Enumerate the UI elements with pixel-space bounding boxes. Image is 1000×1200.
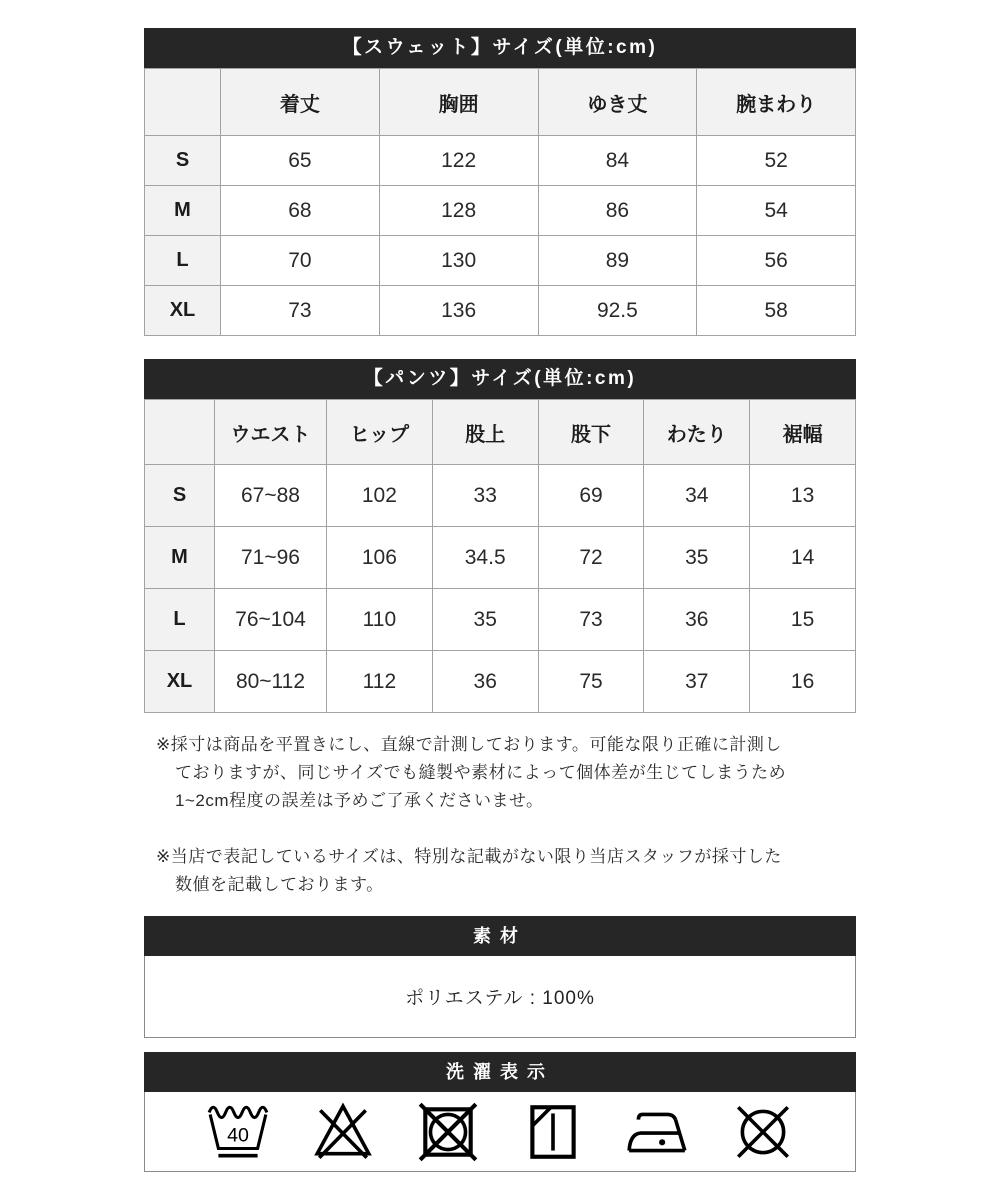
column-header-inseam: 股下: [538, 400, 644, 465]
iron-one-dot-icon: [625, 1099, 691, 1165]
table-row: [145, 136, 856, 186]
value-cell: 70: [221, 236, 380, 286]
value-cell: 73: [538, 589, 644, 651]
size-label: XL: [145, 286, 221, 336]
pants-table-title: 【パンツ】サイズ(単位:cm): [144, 359, 856, 399]
value-cell: 128: [379, 186, 538, 236]
size-label: M: [145, 527, 215, 589]
value-cell: 35: [644, 527, 750, 589]
pants-header-row: [145, 400, 856, 465]
wash-temp-label: 40: [226, 1123, 249, 1146]
value-cell: 69: [538, 465, 644, 527]
size-label: L: [145, 236, 221, 286]
value-cell: 89: [538, 236, 697, 286]
value-cell: 36: [644, 589, 750, 651]
laundry-section: [144, 1052, 856, 1172]
corner-cell: [145, 400, 215, 465]
value-cell: 102: [327, 465, 433, 527]
value-cell: 136: [379, 286, 538, 336]
value-cell: 71~96: [215, 527, 327, 589]
value-cell: 65: [221, 136, 380, 186]
size-label: S: [145, 136, 221, 186]
value-cell: 86: [538, 186, 697, 236]
value-cell: 58: [697, 286, 856, 336]
no-bleach-icon: [310, 1099, 376, 1165]
note-line: ておりますが、同じサイズでも縫製や素材によって個体差が生じてしまうため: [175, 763, 787, 782]
size-label: S: [145, 465, 215, 527]
table-row: [145, 589, 856, 651]
value-cell: 16: [750, 651, 856, 713]
material-section: [144, 916, 856, 1038]
laundry-title: 洗濯表示: [144, 1052, 856, 1092]
value-cell: 72: [538, 527, 644, 589]
size-label: M: [145, 186, 221, 236]
value-cell: 75: [538, 651, 644, 713]
column-header-thigh: わたり: [644, 400, 750, 465]
value-cell: 122: [379, 136, 538, 186]
value-cell: 33: [432, 465, 538, 527]
column-header-hip: ヒップ: [327, 400, 433, 465]
wash-40-icon: [205, 1099, 271, 1165]
note-line: ※採寸は商品を平置きにし、直線で計測しております。可能な限り正確に計測し: [156, 735, 782, 754]
sweat-size-section: [144, 28, 856, 336]
column-header-arm: 腕まわり: [697, 69, 856, 136]
column-header-chest: 胸囲: [379, 69, 538, 136]
value-cell: 80~112: [215, 651, 327, 713]
value-cell: 92.5: [538, 286, 697, 336]
no-tumble-dry-icon: [415, 1099, 481, 1165]
staff-measurement-note: [156, 843, 856, 899]
value-cell: 106: [327, 527, 433, 589]
size-chart-page: [144, 0, 856, 1172]
value-cell: 76~104: [215, 589, 327, 651]
note-line: 1~2cm程度の誤差は予めご了承くださいませ。: [175, 791, 544, 810]
table-row: [145, 286, 856, 336]
table-row: [145, 186, 856, 236]
value-cell: 37: [644, 651, 750, 713]
value-cell: 56: [697, 236, 856, 286]
note-line: 数値を記載しております。: [175, 875, 384, 894]
value-cell: 84: [538, 136, 697, 186]
value-cell: 112: [327, 651, 433, 713]
column-header-rise: 股上: [432, 400, 538, 465]
size-label: XL: [145, 651, 215, 713]
no-dry-clean-icon: [730, 1099, 796, 1165]
value-cell: 15: [750, 589, 856, 651]
laundry-icons-box: [144, 1092, 856, 1172]
corner-cell: [145, 69, 221, 136]
sweat-table-title: 【スウェット】サイズ(単位:cm): [144, 28, 856, 68]
value-cell: 130: [379, 236, 538, 286]
value-cell: 14: [750, 527, 856, 589]
column-header-sleeve: ゆき丈: [538, 69, 697, 136]
value-cell: 34: [644, 465, 750, 527]
value-cell: 13: [750, 465, 856, 527]
value-cell: 110: [327, 589, 433, 651]
value-cell: 68: [221, 186, 380, 236]
measurement-notes: [144, 731, 856, 899]
table-row: [145, 527, 856, 589]
column-header-length: 着丈: [221, 69, 380, 136]
material-value: ポリエステル : 100%: [405, 988, 595, 1009]
measurement-note: [156, 731, 856, 815]
value-cell: 36: [432, 651, 538, 713]
value-cell: 54: [697, 186, 856, 236]
sweat-header-row: [145, 69, 856, 136]
value-cell: 34.5: [432, 527, 538, 589]
value-cell: 52: [697, 136, 856, 186]
material-value-box: [144, 956, 856, 1038]
table-row: [145, 465, 856, 527]
value-cell: 67~88: [215, 465, 327, 527]
table-row: [145, 236, 856, 286]
sweat-size-table: [144, 68, 856, 336]
table-row: [145, 651, 856, 713]
note-line: ※当店で表記しているサイズは、特別な記載がない限り当店スタッフが採寸した: [156, 847, 782, 866]
size-label: L: [145, 589, 215, 651]
column-header-waist: ウエスト: [215, 400, 327, 465]
value-cell: 35: [432, 589, 538, 651]
pants-size-section: [144, 359, 856, 713]
value-cell: 73: [221, 286, 380, 336]
pants-size-table: [144, 399, 856, 713]
dry-in-shade-icon: [520, 1099, 586, 1165]
column-header-hem: 裾幅: [750, 400, 856, 465]
material-title: 素材: [144, 916, 856, 956]
